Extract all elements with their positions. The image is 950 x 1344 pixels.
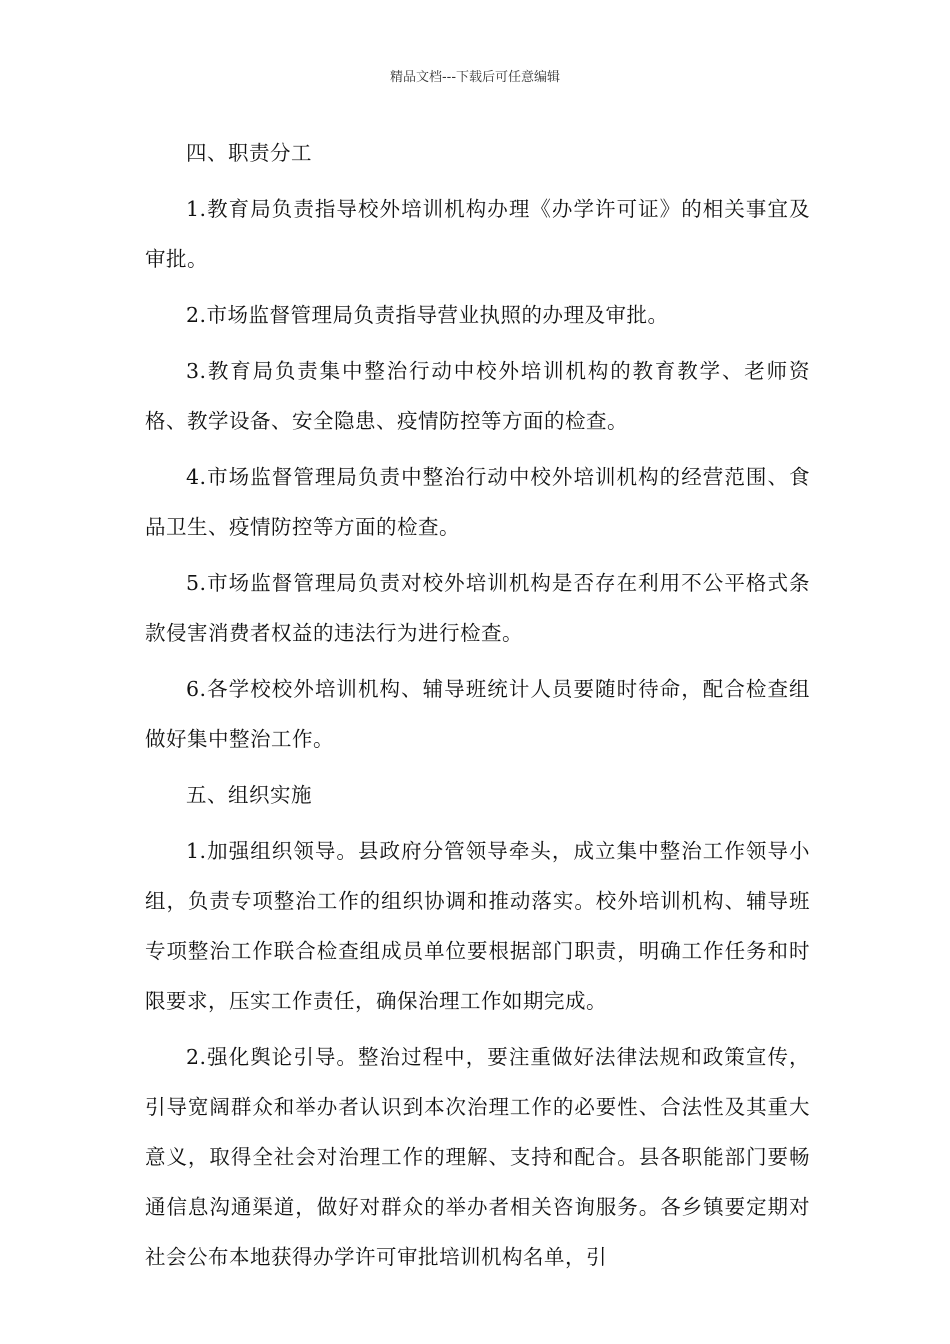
paragraph-duty-3: 3.教育局负责集中整治行动中校外培训机构的教育教学、老师资格、教学设备、安全隐患、疫情防控等方面的检查。 bbox=[145, 359, 810, 433]
section-heading-implementation: 五、组织实施 bbox=[186, 783, 312, 807]
document-body bbox=[145, 128, 810, 1288]
paragraph-implementation-1: 1.加强组织领导。县政府分管领导牵头，成立集中整治工作领导小组，负责专项整治工作的组织协调和推动落实。校外培训机构、辅导班专项整治工作联合检查组成员单位要根据部门职责，明确工作任务和时限要求，压实工作责任，确保治理工作如期完成。 bbox=[145, 839, 810, 1013]
paragraph-duty-1: 1.教育局负责指导校外培训机构办理《办学许可证》的相关事宜及审批。 bbox=[145, 197, 810, 271]
paragraph-duty-2: 2.市场监督管理局负责指导营业执照的办理及审批。 bbox=[186, 303, 669, 327]
paragraph-duty-5: 5.市场监督管理局负责对校外培训机构是否存在利用不公平格式条款侵害消费者权益的违法行为进行检查。 bbox=[145, 571, 810, 645]
section-heading-duties: 四、职责分工 bbox=[186, 141, 312, 165]
page-header: 精品文档---下载后可任意编辑 bbox=[389, 70, 561, 85]
paragraph-duty-4: 4.市场监督管理局负责中整治行动中校外培训机构的经营范围、食品卫生、疫情防控等方面的检查。 bbox=[145, 465, 810, 539]
paragraph-implementation-2: 2.强化舆论引导。整治过程中，要注重做好法律法规和政策宣传，引导宽阔群众和举办者认识到本次治理工作的必要性、合法性及其重大意义，取得全社会对治理工作的理解、支持和配合。县各职能部门要畅通信息沟通渠道，做好对群众的举办者相关咨询服务。各乡镇要定期对社会公布本地获得办学许可审批培训机构名单，引 bbox=[145, 1045, 810, 1269]
paragraph-duty-6: 6.各学校校外培训机构、辅导班统计人员要随时待命，配合检查组做好集中整治工作。 bbox=[145, 677, 810, 751]
